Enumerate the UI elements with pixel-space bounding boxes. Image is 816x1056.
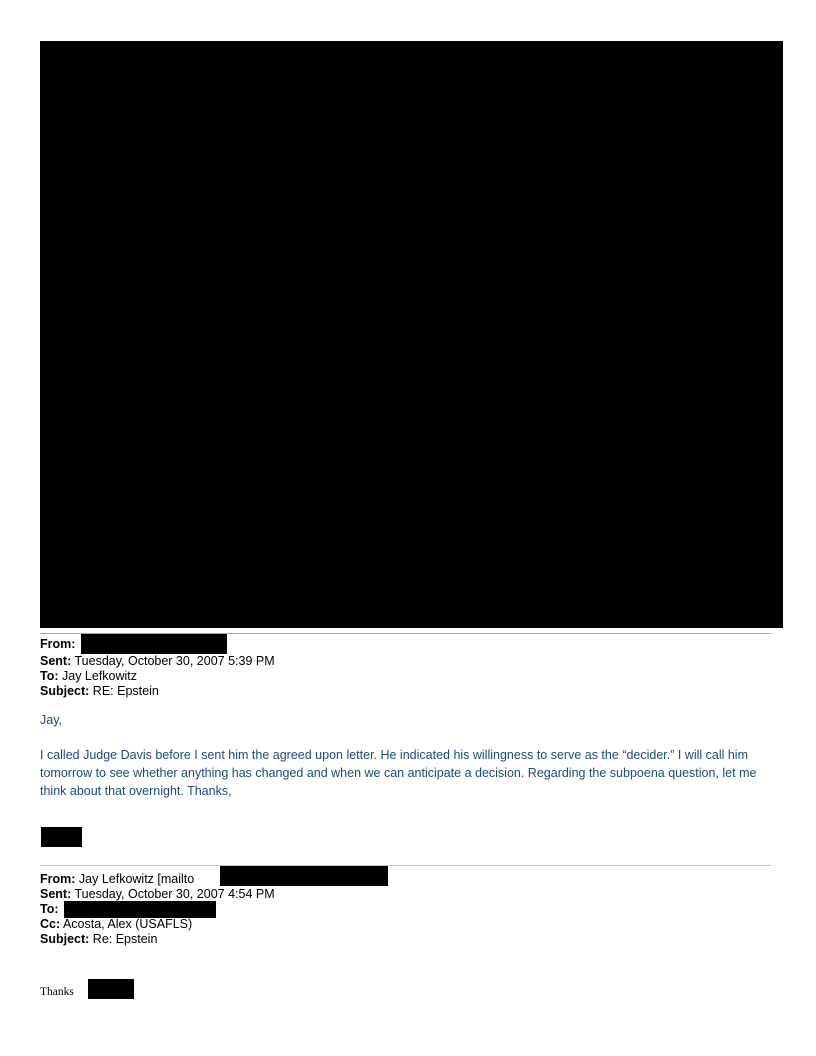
subject-value: RE: Epstein	[92, 684, 159, 698]
cc-line	[40, 917, 192, 932]
from-label: From:	[40, 637, 76, 651]
subject-value-2: Re: Epstein	[92, 932, 158, 946]
email-greeting: Jay,	[40, 713, 62, 727]
redacted-sender	[81, 634, 227, 654]
sent-value: Tuesday, October 30, 2007 5:39 PM	[74, 654, 275, 668]
sent-value-2: Tuesday, October 30, 2007 4:54 PM	[74, 887, 275, 901]
sent-label: Sent:	[40, 654, 72, 668]
cc-value: Acosta, Alex (USAFLS)	[62, 917, 193, 931]
to-label: To:	[40, 669, 59, 683]
to-label-2: To:	[40, 902, 59, 916]
subject-line	[40, 684, 159, 699]
from-line	[40, 637, 75, 652]
from-label-2: From:	[40, 872, 76, 886]
subject-label: Subject:	[40, 684, 90, 698]
sent-label-2: Sent:	[40, 887, 72, 901]
redacted-block-large	[40, 41, 783, 628]
from-value-2: Jay Lefkowitz [mailto	[78, 872, 195, 886]
to-line-2	[40, 902, 59, 917]
separator-rule-2	[40, 865, 771, 866]
sent-line	[40, 654, 275, 669]
to-line	[40, 669, 137, 684]
redacted-name	[88, 979, 134, 999]
email-body-2: Thanks	[40, 986, 74, 998]
redacted-email-address	[220, 866, 388, 886]
to-value: Jay Lefkowitz	[62, 669, 138, 683]
email-body: I called Judge Davis before I sent him the agreed upon letter. He indicated his willingness to serve as the “decider.” I will call him tomorrow to see whether anything has changed and when we can anticipate a decision. Regarding the subpoena question, let me think about that overnight. Thanks,	[40, 748, 757, 798]
from-line-2	[40, 872, 194, 887]
subject-label-2: Subject:	[40, 932, 90, 946]
cc-label: Cc:	[40, 917, 61, 931]
redacted-signature	[41, 827, 82, 847]
redacted-recipient	[64, 901, 216, 918]
subject-line-2	[40, 932, 157, 947]
sent-line-2	[40, 887, 275, 902]
